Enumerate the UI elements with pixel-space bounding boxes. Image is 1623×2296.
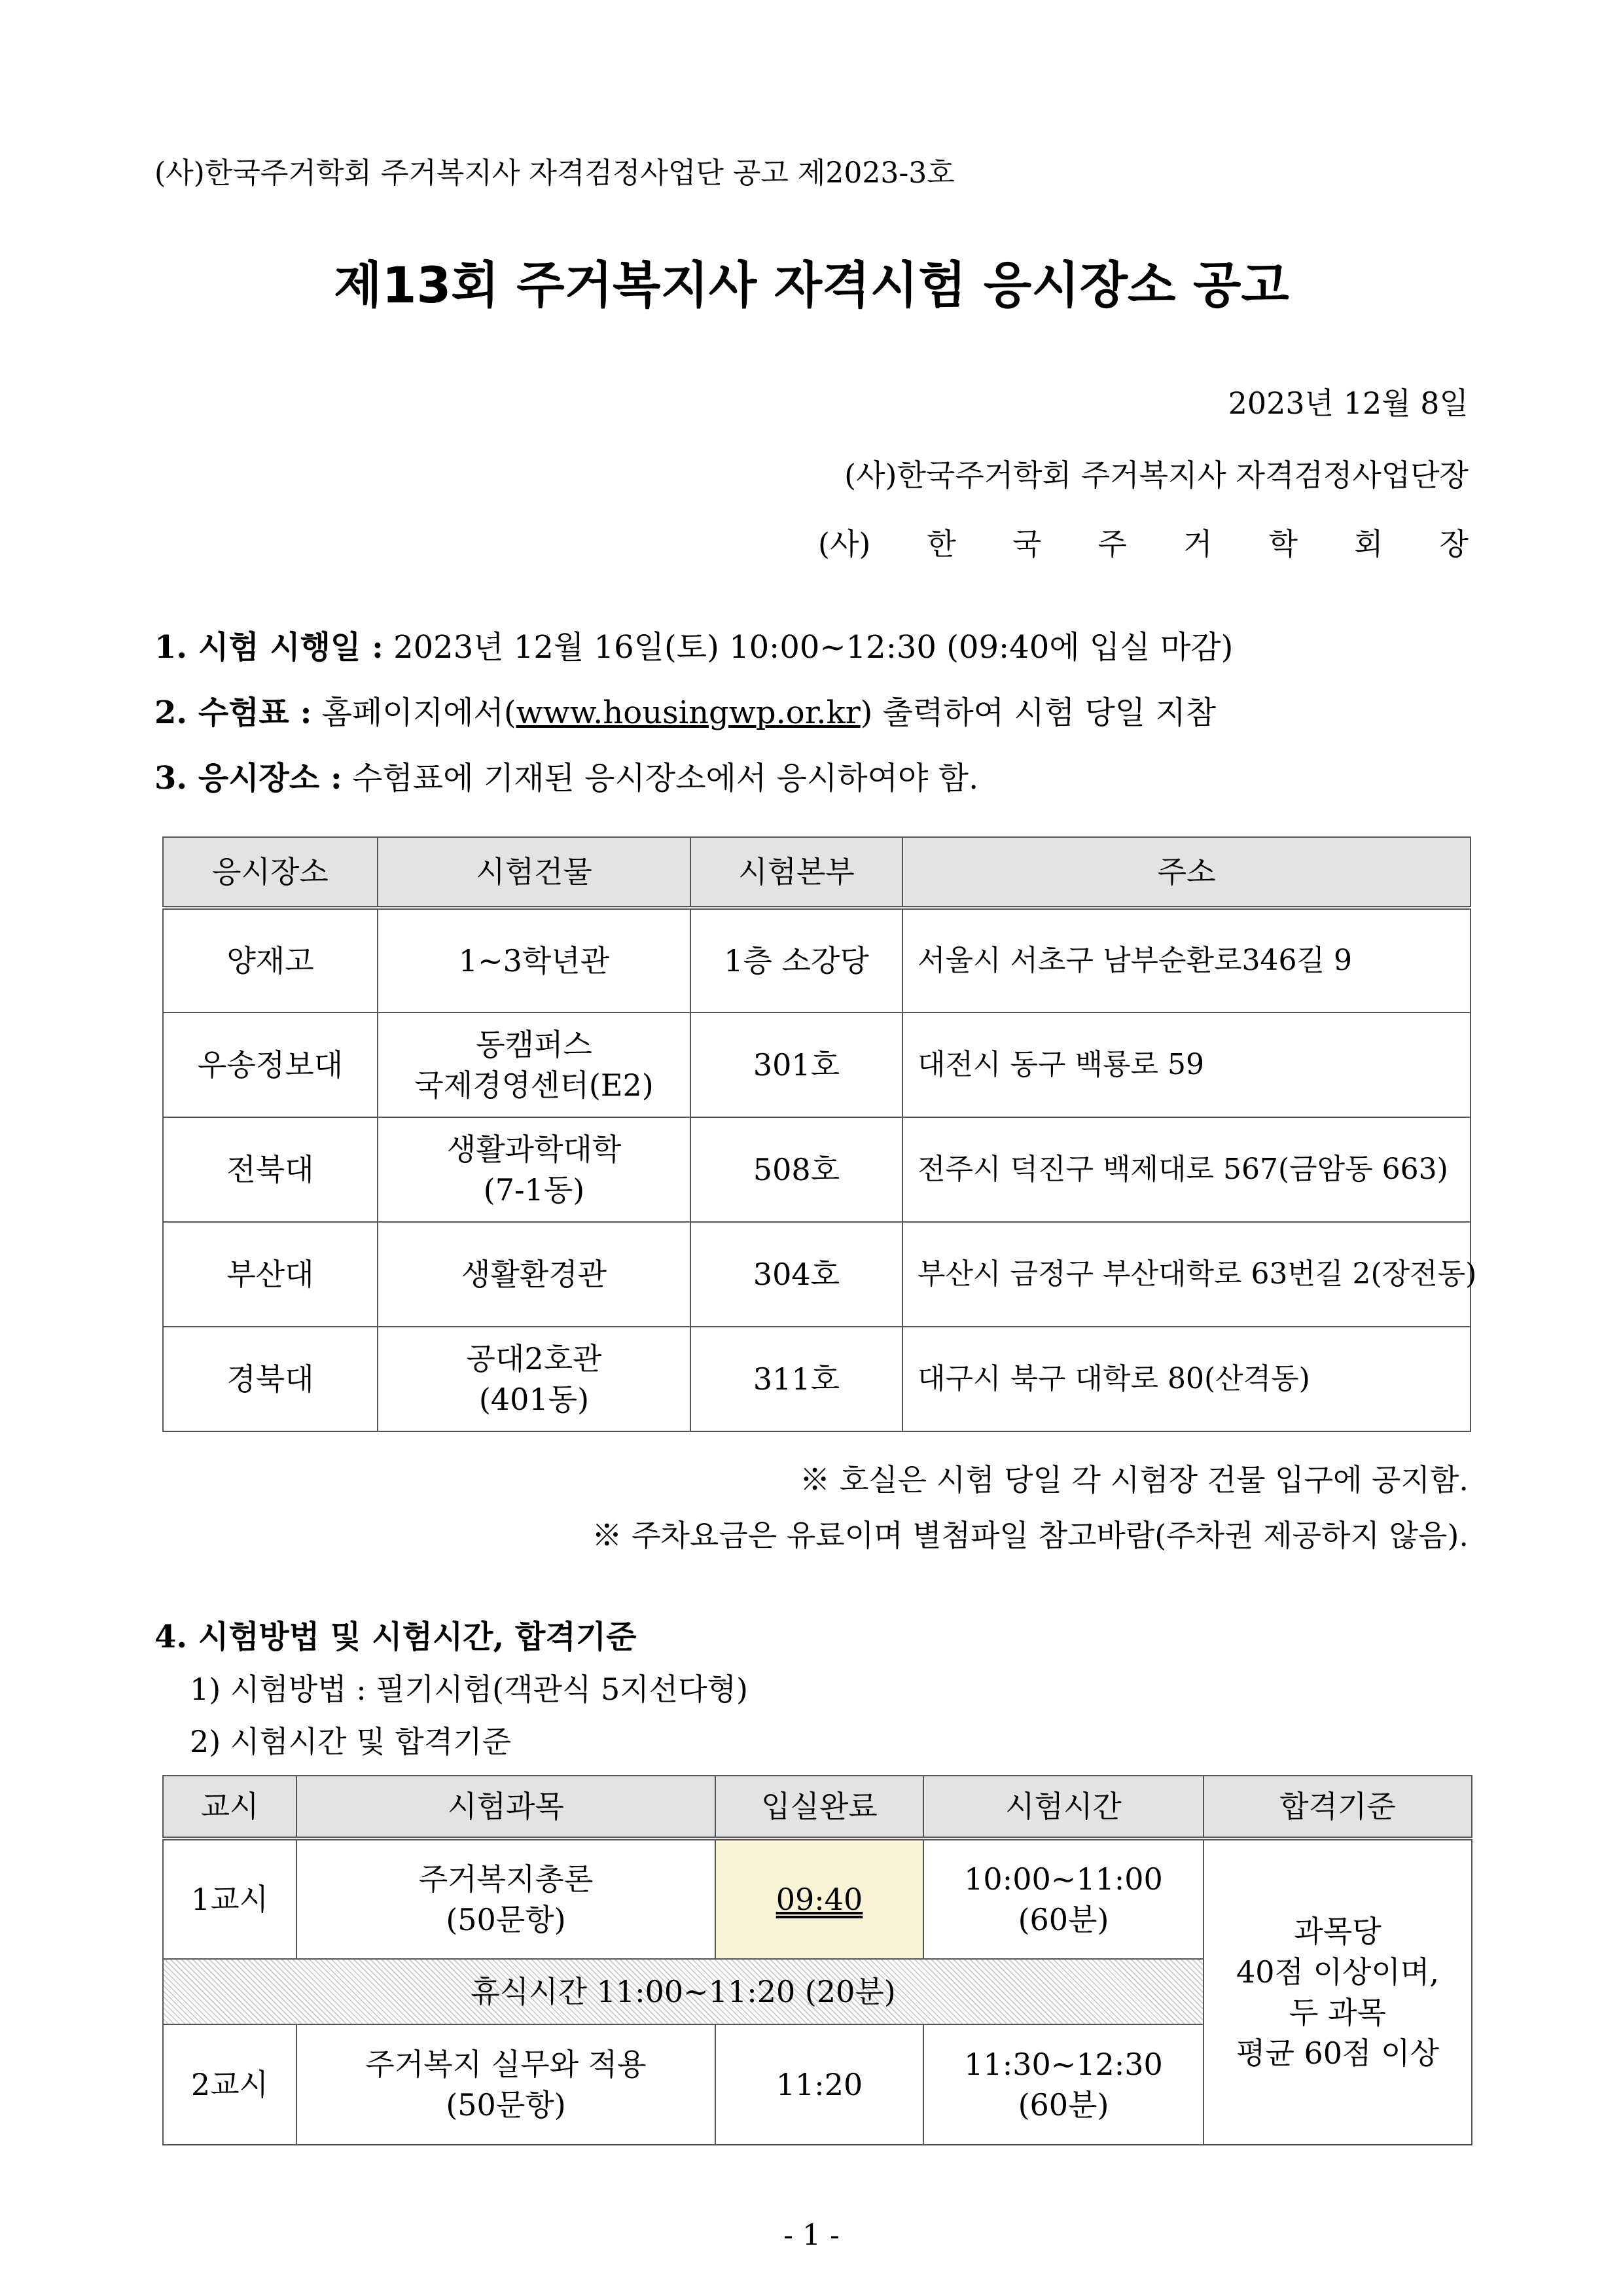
item-label: 2. 수험표 : [154,694,312,731]
subject-cell: 주거복지총론 (50문항) [296,1839,715,1959]
column-header: 시험건물 [378,837,690,908]
column-header: 시험과목 [296,1776,715,1839]
address-cell: 서울시 서초구 남부순환로346길 9 [902,908,1471,1013]
issuer-char: 장 [1439,526,1469,562]
note-parking: ※ 주차요금은 유료이며 별첨파일 참고바람(주차권 제공하지 않음). [592,1518,1469,1553]
homepage-link[interactable]: www.housingwp.or.kr [516,694,861,731]
table-row [163,1013,1471,1117]
building-cell: 1~3학년관 [378,908,690,1013]
venue-name-cell: 전북대 [163,1117,378,1222]
address-cell: 부산시 금정구 부산대학로 63번길 2(장전동) [902,1222,1471,1327]
venue-name-cell: 양재고 [163,908,378,1013]
item-label: 1. 시험 시행일 : [154,629,383,666]
item-text: 수험표에 기재된 응시장소에서 응시하여야 함. [342,760,979,797]
headquarters-cell: 508호 [690,1117,902,1222]
entry-time-cell [715,1839,923,1959]
column-header: 시험본부 [690,837,902,908]
exam-time-cell: 10:00~11:00 (60분) [923,1839,1204,1959]
venue-table-body [163,908,1477,1431]
section4-sub1: 1) 시험방법 : 필기시험(객관식 5지선다형) [190,1672,748,1707]
item-venue [154,753,978,798]
issuer-char: 학 [1268,526,1298,562]
headquarters-cell: 311호 [690,1327,902,1431]
period-cell: 1교시 [163,1839,296,1959]
break-time-cell: 휴식시간 11:00~11:20 (20분) [163,1959,1204,2024]
table-row [163,908,1471,1013]
page-number: - 1 - [783,2219,840,2252]
issuer-line-1: (사)한국주거학회 주거복지사 자격검정사업단장 [844,457,1469,493]
table-row [163,1327,1471,1431]
issuer-char: 거 [1183,526,1213,562]
venue-name-cell: 우송정보대 [163,1013,378,1117]
issuer-char: 한 [927,526,956,562]
issuer-line-2 [818,520,1469,564]
item-text: 2023년 12월 16일(토) 10:00~12:30 (09:40에 입실 마감) [383,629,1234,666]
address-cell: 대구시 북구 대학로 80(산격동) [902,1327,1471,1431]
entry-time-cell: 11:20 [715,2024,923,2145]
building-cell: 생활환경관 [378,1222,690,1327]
address-cell: 전주시 덕진구 백제대로 567(금암동 663) [902,1117,1471,1222]
issuer-char: (사) [818,526,871,562]
issuer-char: 주 [1097,526,1127,562]
building-cell: 공대2호관 (401동) [378,1327,690,1431]
entry-time: 09:40 [776,1881,863,1917]
table-header-row [163,1776,1472,1839]
column-header: 교시 [163,1776,296,1839]
pass-criteria-cell: 과목당 40점 이상이며, 두 과목 평균 60점 이상 [1204,1839,1472,2145]
issuer-char: 국 [1012,526,1042,562]
schedule-table [162,1775,1472,2145]
notice-reference: (사)한국주거학회 주거복지사 자격검정사업단 공고 제2023-3호 [154,156,955,190]
section-heading: 4. 시험방법 및 시험시간, 합격기준 [154,1619,637,1655]
item-admission-ticket [154,687,1216,732]
exam-time-cell: 11:30~12:30 (60분) [923,2024,1204,2145]
item-text: ) 출력하여 시험 당일 지참 [860,694,1217,731]
building-cell: 동캠퍼스 국제경영센터(E2) [378,1013,690,1117]
section4-heading [154,1611,636,1657]
issuer-char: 회 [1354,526,1383,562]
notice-date: 2023년 12월 8일 [1228,386,1469,421]
column-header: 합격기준 [1204,1776,1472,1839]
table-row [163,1839,1472,1959]
subject-cell: 주거복지 실무와 적용 (50문항) [296,2024,715,2145]
table-row [163,1222,1471,1327]
building-cell: 생활과학대학 (7-1동) [378,1117,690,1222]
address-cell: 대전시 동구 백룡로 59 [902,1013,1471,1117]
column-header: 입실완료 [715,1776,923,1839]
headquarters-cell: 301호 [690,1013,902,1117]
headquarters-cell: 1층 소강당 [690,908,902,1013]
note-room: ※ 호실은 시험 당일 각 시험장 건물 입구에 공지함. [800,1462,1469,1498]
section4-sub2: 2) 시험시간 및 합격기준 [190,1724,512,1759]
column-header: 주소 [902,837,1471,908]
column-header: 시험시간 [923,1776,1204,1839]
table-header-row [163,837,1471,908]
venue-table [162,836,1477,1432]
item-exam-date [154,622,1233,667]
item-text: 홈페이지에서( [312,694,516,731]
item-label: 3. 응시장소 : [154,760,342,797]
venue-name-cell: 경북대 [163,1327,378,1431]
table-row [163,1117,1471,1222]
column-header: 응시장소 [163,837,378,908]
period-cell: 2교시 [163,2024,296,2145]
page-title: 제13회 주거복지사 자격시험 응시장소 공고 [334,256,1289,314]
venue-name-cell: 부산대 [163,1222,378,1327]
headquarters-cell: 304호 [690,1222,902,1327]
